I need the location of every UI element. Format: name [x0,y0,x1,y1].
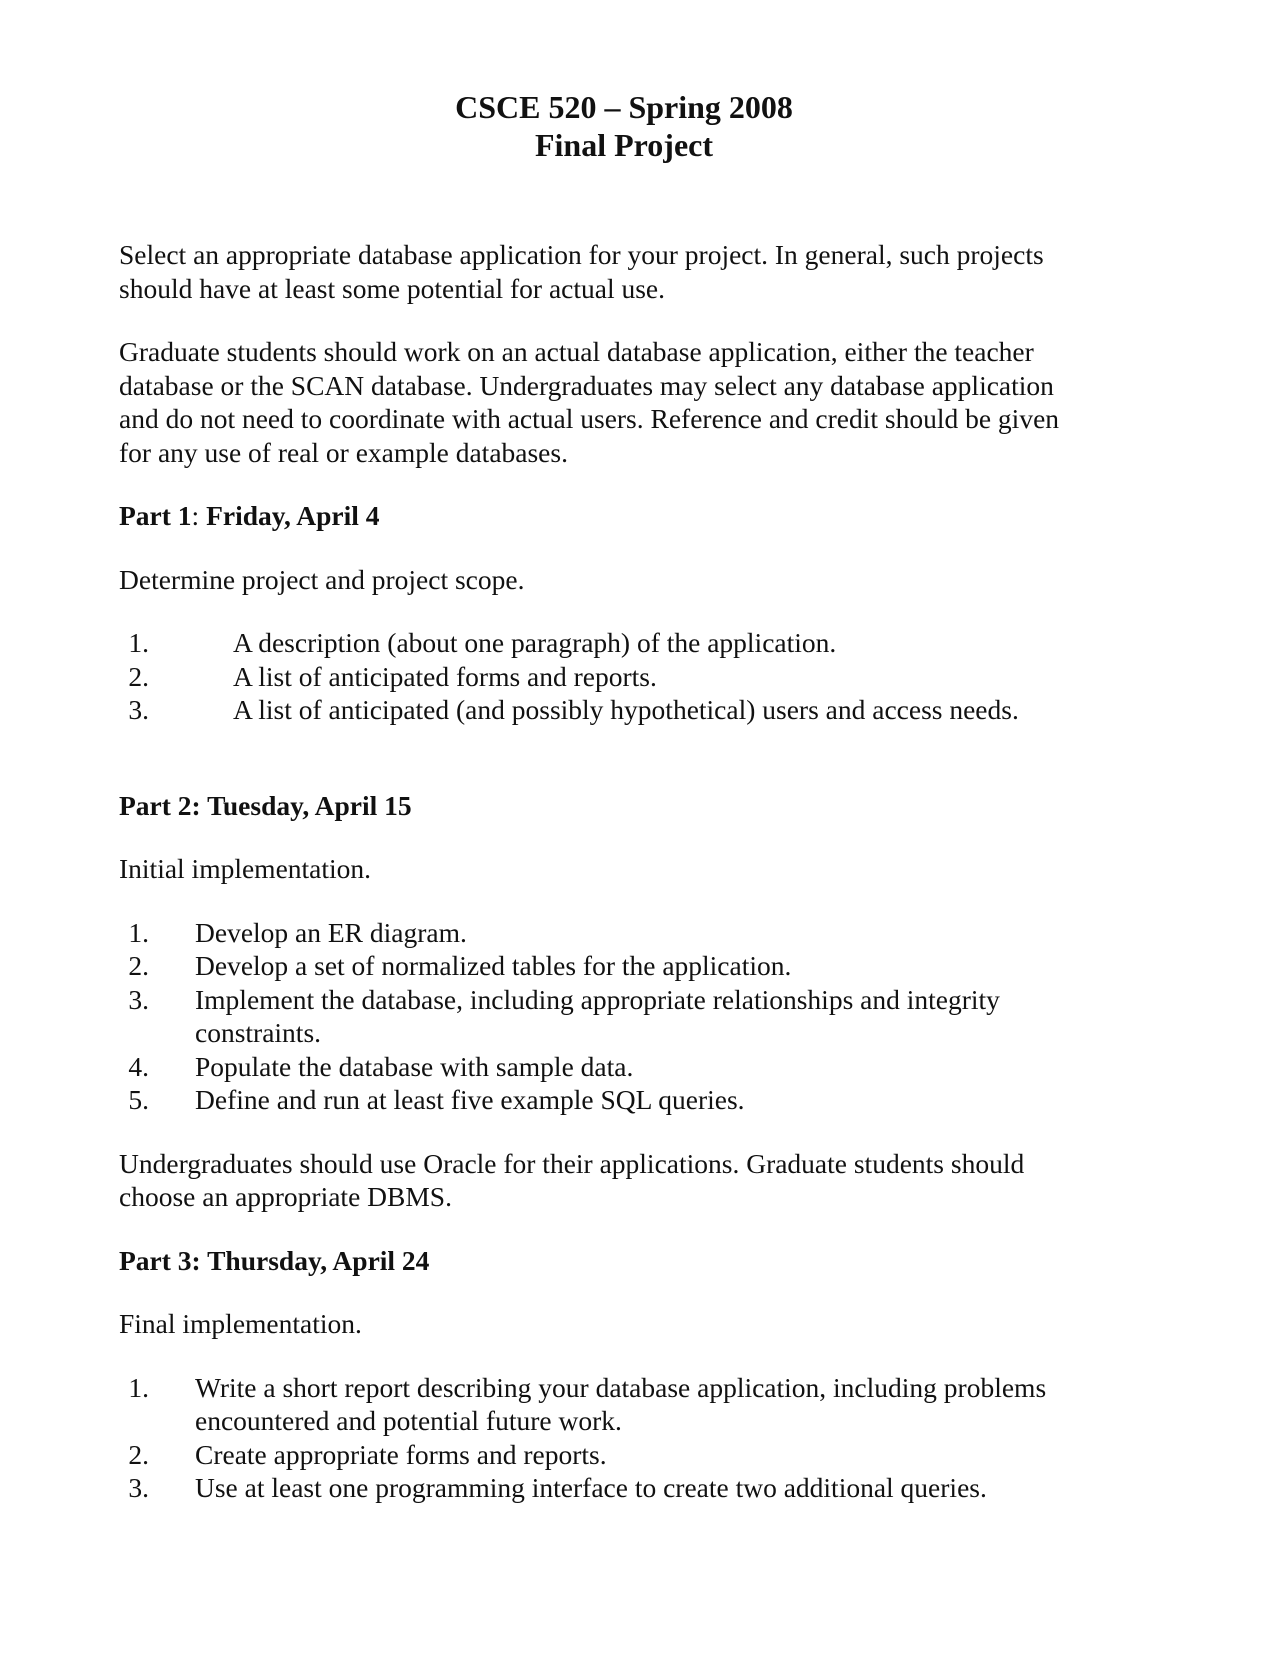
list-item-text: Implement the database, including appropriate relationships and integrity [195,983,1000,1015]
intro-p2-line4: for any use of real or example databases. [119,436,568,468]
list-item-number: 3. [128,1472,149,1503]
list-item-text: Develop a set of normalized tables for the application. [195,950,792,981]
part2-description: Initial implementation. [119,853,372,884]
part2-heading: Part 2: Tuesday, April 15 [119,789,412,821]
list-item [119,1471,1129,1505]
part1-list [119,626,1129,727]
document-page [119,88,1129,1505]
list-item-number: 1. [128,1371,149,1403]
part2-note-line2: choose an appropriate DBMS. [119,1181,452,1212]
part2-note-line1: Undergraduates should use Oracle for their applications. Graduate students should [119,1147,1025,1179]
list-item [119,1438,1129,1472]
list-item [119,916,1129,950]
list-item-text-continued: constraints. [195,1017,322,1048]
part1-heading [119,499,1129,533]
part1-description: Determine project and project scope. [119,563,525,595]
part2-note [119,1147,1129,1214]
list-item-number: 2. [128,660,149,692]
list-item [119,983,1129,1050]
list-item-text: Write a short report describing your database application, including problems [195,1371,1047,1403]
part1-heading-label: Part 1 [119,500,192,531]
list-item-number: 3. [128,983,149,1015]
list-item [119,1050,1129,1084]
part3-list [119,1371,1129,1505]
list-item-text: Define and run at least five example SQL queries. [195,1084,745,1115]
part3-heading: Part 3: Thursday, April 24 [119,1244,430,1276]
intro-p2-line3: and do not need to coordinate with actual users. Reference and credit should be given [119,403,1060,434]
list-item-number: 4. [128,1050,149,1082]
list-item-number: 3. [128,694,149,725]
intro-p1-line2: should have at least some potential for actual use. [119,272,666,304]
list-item [119,660,1129,694]
list-item-text: A list of anticipated forms and reports. [233,660,657,692]
list-item [119,1371,1129,1438]
list-item-number: 1. [128,627,149,658]
list-item-number: 2. [128,950,149,981]
intro-p1-line1: Select an appropriate database application for your project. In general, such projects [119,239,1044,270]
part1-heading-date: Friday, April 4 [199,500,380,531]
list-item-number: 2. [128,1438,149,1470]
intro-paragraph-1 [119,238,1129,305]
part2-list [119,916,1129,1117]
list-item-text: Use at least one programming interface to create two additional queries. [195,1472,987,1503]
list-item [119,949,1129,983]
part3-description: Final implementation. [119,1308,362,1339]
list-item-number: 5. [128,1084,149,1115]
intro-paragraph-2 [119,335,1129,469]
part1-heading-colon: : [191,500,200,531]
list-item-text: Develop an ER diagram. [195,916,467,948]
list-item [119,626,1129,660]
list-item-text: A description (about one paragraph) of the application. [233,627,837,658]
list-item-text-continued: encountered and potential future work. [195,1405,622,1436]
list-item-text: Populate the database with sample data. [195,1050,634,1082]
title-project: Final Project [534,127,713,163]
list-item-number: 1. [128,916,149,948]
list-item-text: A list of anticipated (and possibly hypothetical) users and access needs. [233,694,1019,725]
intro-p2-line1: Graduate students should work on an actual database application, either the teacher [119,336,1034,367]
list-item-text: Create appropriate forms and reports. [195,1438,607,1470]
list-item [119,1083,1129,1117]
document-title [119,88,1129,164]
title-course: CSCE 520 – Spring 2008 [455,89,793,125]
list-item [119,693,1129,727]
intro-p2-line2: database or the SCAN database. Undergraduates may select any database application [119,369,1054,401]
